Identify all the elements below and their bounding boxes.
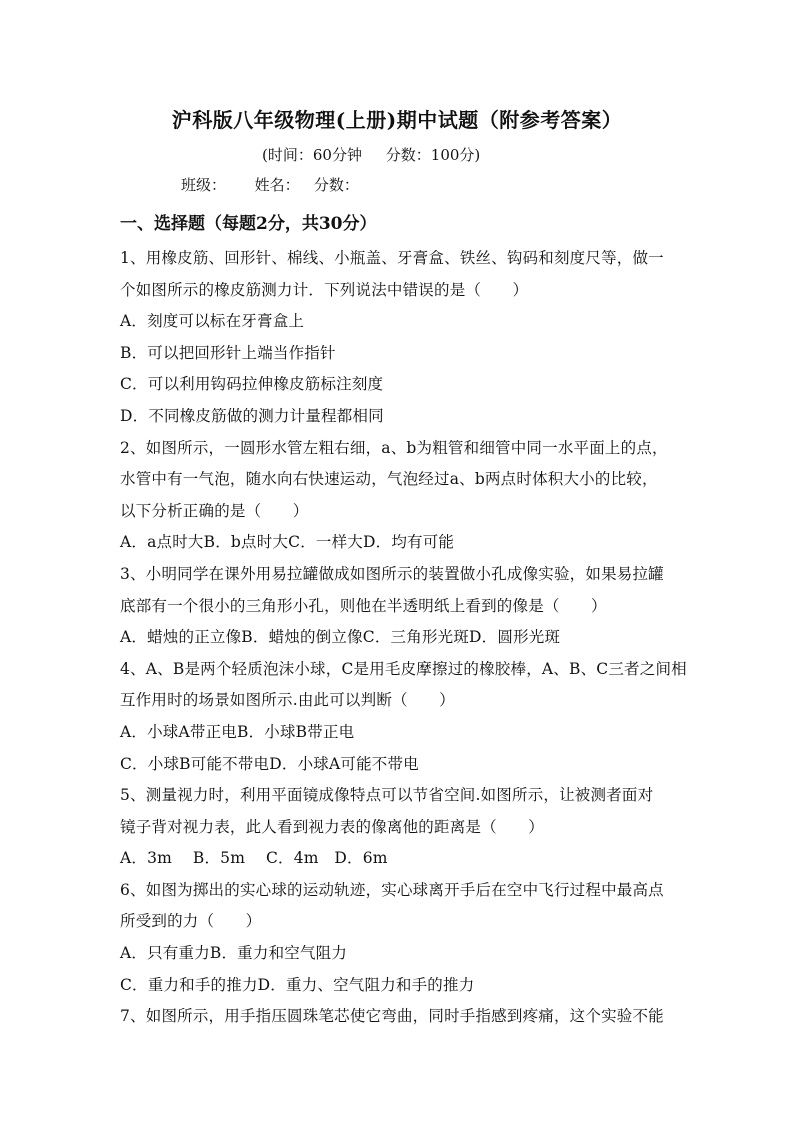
text-line: A．小球A带正电B．小球B带正电	[120, 722, 355, 741]
text-line: A．刻度可以标在牙膏盒上	[120, 312, 305, 331]
text-line: A．3m B．5m C．4m D．6m	[120, 849, 388, 868]
text-line: 3、小明同学在课外用易拉罐做成如图所示的装置做小孔成像实验，如果易拉罐	[120, 564, 664, 583]
text-line: 以下分析正确的是（ ）	[120, 501, 309, 520]
text-line: 7、如图所示，用手指压圆珠笔芯使它弯曲，同时手指感到疼痛，这个实验不能	[120, 1007, 664, 1026]
text-line: 镜子背对视力表，此人看到视力表的像离他的距离是（ ）	[120, 817, 544, 836]
text-line: 水管中有一气泡，随水向右快速运动，气泡经过a、b两点时体积大小的比较，	[120, 470, 658, 489]
text-line: C．可以利用钩码拉伸橡皮筋标注刻度	[120, 375, 384, 394]
text-line: 互作用时的场景如图所示.由此可以判断（ ）	[120, 691, 455, 710]
section-heading: 一、选择题（每题2分，共30分）	[120, 214, 377, 234]
text-line: 2、如图所示，一圆形水管左粗右细，a、b为粗管和细管中同一水平面上的点，	[120, 438, 668, 457]
text-line: 6、如图为掷出的实心球的运动轨迹，实心球离开手后在空中飞行过程中最高点	[120, 880, 664, 899]
document-title: 沪科版八年级物理(上册)期中试题（附参考答案）	[171, 108, 623, 132]
text-line: 5、测量视力时，利用平面镜成像特点可以节省空间.如图所示，让被测者面对	[120, 786, 654, 805]
exam-time-score: (时间：60分钟 分数：100分)	[262, 146, 481, 164]
text-line: A．蜡烛的正立像B．蜡烛的倒立像C．三角形光斑D．圆形光斑	[120, 628, 561, 647]
question-list	[120, 243, 687, 1033]
text-line: 个如图所示的橡皮筋测力计．下列说法中错误的是（ ）	[120, 280, 529, 299]
text-line: B．可以把回形针上端当作指针	[120, 343, 336, 362]
text-line: 底部有一个很小的三角形小孔，则他在半透明纸上看到的像是（ ）	[120, 596, 607, 615]
text-line: C．小球B可能不带电D．小球A可能不带电	[120, 754, 419, 773]
text-line: D．不同橡皮筋做的测力计量程都相同	[120, 406, 384, 425]
text-line: A．a点时大B．b点时大C．一样大D．均有可能	[120, 533, 455, 552]
text-line: 所受到的力（ ）	[120, 912, 262, 931]
text-line: A．只有重力B．重力和空气阻力	[120, 944, 348, 963]
text-line: C．重力和手的推力D．重力、空气阻力和手的推力	[120, 975, 475, 994]
text-line: 4、A、B是两个轻质泡沫小球，C是用毛皮摩擦过的橡胶棒，A、B、C三者之间相	[120, 659, 687, 678]
student-info-line: 班级： 姓名： 分数：	[181, 176, 359, 194]
text-line: 1、用橡皮筋、回形针、棉线、小瓶盖、牙膏盒、铁丝、钩码和刻度尺等，做一	[120, 249, 664, 267]
